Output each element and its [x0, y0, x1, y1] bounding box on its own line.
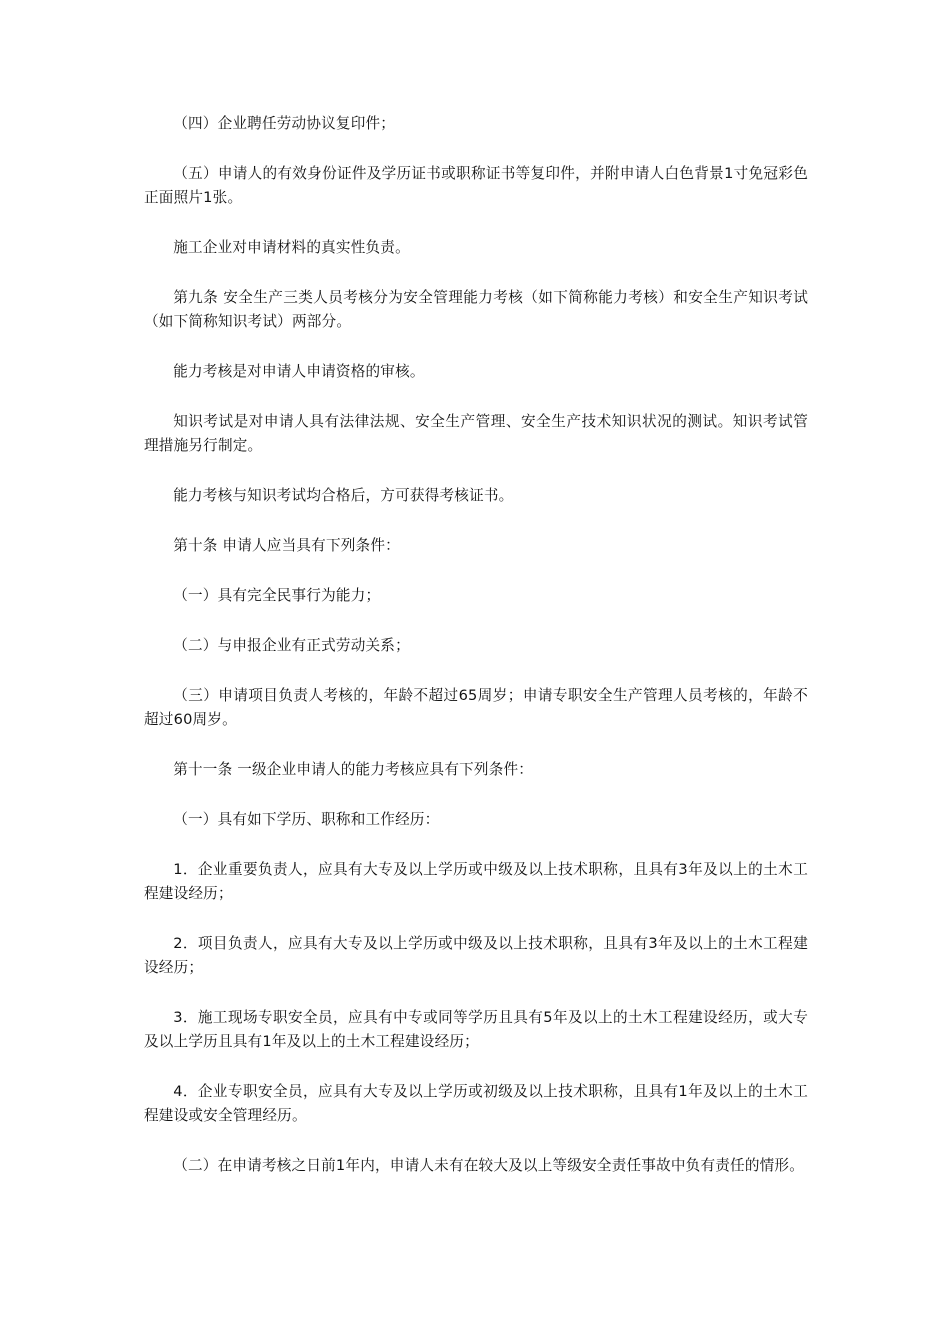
paragraph-requirement-2: （二）在申请考核之日前1年内，申请人未有在较大及以上等级安全责任事故中负有责任的情形。 [173, 1157, 805, 1174]
paragraph-condition-1: （一）具有完全民事行为能力； [173, 587, 381, 604]
paragraph-article-9: 第九条 安全生产三类人员考核分为安全管理能力考核（如下简称能力考核）和安全生产知识考试（如下简称知识考试）两部分。 [144, 289, 808, 330]
paragraph-item-4: （四）企业聘任劳动协议复印件； [173, 115, 396, 132]
paragraph-article-11: 第十一条 一级企业申请人的能力考核应具有下列条件： [173, 761, 534, 778]
paragraph-item-5: （五）申请人的有效身份证件及学历证书或职称证书等复印件，并附申请人白色背景1寸免冠彩色正面照片1张。 [144, 165, 808, 206]
document-page [144, 112, 808, 1204]
paragraph-condition-3: （三）申请项目负责人考核的，年龄不超过65周岁；申请专职安全生产管理人员考核的，年龄不超过60周岁。 [144, 687, 808, 728]
paragraph-certificate: 能力考核与知识考试均合格后，方可获得考核证书。 [173, 487, 514, 504]
paragraph-sub-2: 2．项目负责人，应具有大专及以上学历或中级及以上技术职称，且具有3年及以上的土木工程建设经历； [144, 935, 808, 976]
paragraph-sub-3: 3．施工现场专职安全员，应具有中专或同等学历且具有5年及以上的土木工程建设经历，或大专及以上学历且具有1年及以上的土木工程建设经历； [144, 1009, 808, 1050]
paragraph-responsibility: 施工企业对申请材料的真实性负责。 [173, 239, 410, 256]
paragraph-requirement-1: （一）具有如下学历、职称和工作经历： [173, 811, 440, 828]
paragraph-sub-4: 4．企业专职安全员，应具有大专及以上学历或初级及以上技术职称，且具有1年及以上的土木工程建设或安全管理经历。 [144, 1083, 808, 1124]
paragraph-article-10: 第十条 申请人应当具有下列条件： [173, 537, 400, 554]
paragraph-knowledge-exam: 知识考试是对申请人具有法律法规、安全生产管理、安全生产技术知识状况的测试。知识考试管理措施另行制定。 [144, 413, 808, 454]
paragraph-sub-1: 1．企业重要负责人，应具有大专及以上学历或中级及以上技术职称，且具有3年及以上的土木工程建设经历； [144, 861, 808, 902]
paragraph-ability-assessment: 能力考核是对申请人申请资格的审核。 [173, 363, 425, 380]
paragraph-condition-2: （二）与申报企业有正式劳动关系； [173, 637, 410, 654]
